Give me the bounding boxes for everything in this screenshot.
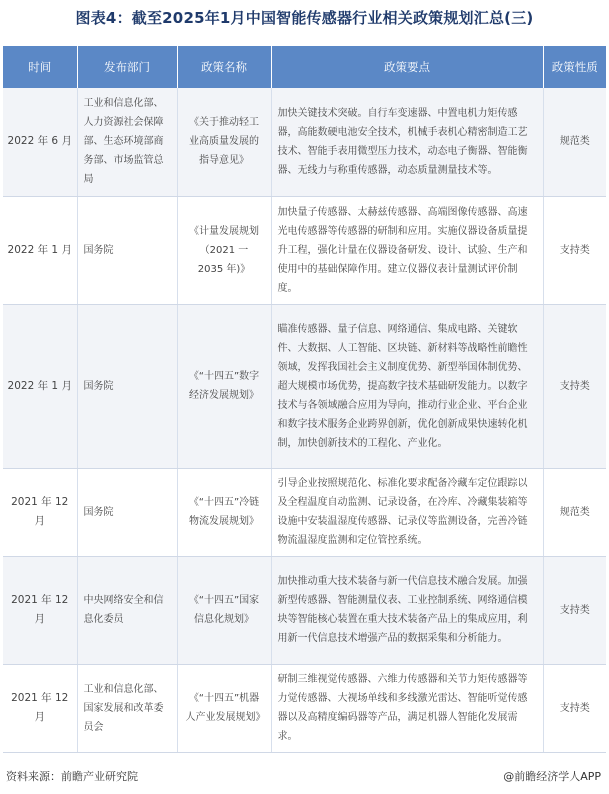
cell-dept: 国务院 [77, 468, 177, 556]
cell-policy-nature: 支持类 [543, 556, 606, 664]
table-row [3, 304, 606, 468]
cell-time: 2022 年 6 月 [3, 88, 77, 196]
cell-policy-nature: 支持类 [543, 196, 606, 304]
cell-policy-nature: 支持类 [543, 304, 606, 468]
column-header-policy-points: 政策要点 [271, 46, 543, 88]
table-row [3, 196, 606, 304]
cell-policy-points: 瞄准传感器、量子信息、网络通信、集成电路、关键软件、大数据、人工智能、区块链、新材料等战略性前瞻性领域，发挥我国社会主义制度优势、新型举国体制优势、超大规模市场优势，提高数字技术基础研发能力。以数字技术与各领域融合应用为导向，推动行业企业、平台企业和数字技术服务企业跨界创新，优化创新成果快速转化机制，加快创新技术的工程化、产业化。 [271, 304, 543, 468]
cell-dept: 中央网络安全和信息化委员 [77, 556, 177, 664]
cell-time: 2021 年 12 月 [3, 556, 77, 664]
column-header-policy-nature: 政策性质 [543, 46, 606, 88]
cell-policy-name: 《“十四五”机器人产业发展规划》 [177, 664, 271, 752]
cell-time: 2022 年 1 月 [3, 304, 77, 468]
cell-policy-nature: 规范类 [543, 468, 606, 556]
cell-dept: 国务院 [77, 196, 177, 304]
figure-title: 图表4：截至2025年1月中国智能传感器行业相关政策规划汇总(三) [75, 9, 534, 27]
cell-dept: 国务院 [77, 304, 177, 468]
policy-table [3, 46, 606, 753]
cell-policy-points: 加快量子传感器、太赫兹传感器、高端图像传感器、高速光电传感器等传感器的研制和应用。实施仪器设备质量提升工程，强化计量在仪器设备研发、设计、试验、生产和使用中的基础保障作用。建立仪器仪表计量测试评价制度。 [271, 196, 543, 304]
cell-time: 2021 年 12 月 [3, 664, 77, 752]
cell-policy-name: 《关于推动轻工业高质量发展的指导意见》 [177, 88, 271, 196]
table-row [3, 88, 606, 196]
cell-policy-points: 加快推动重大技术装备与新一代信息技术融合发展。加强新型传感器、智能测量仪表、工业控制系统、网络通信模块等智能核心装置在重大技术装备产品上的集成应用，利用新一代信息技术增强产品的数据采集和分析能力。 [271, 556, 543, 664]
cell-policy-nature: 规范类 [543, 88, 606, 196]
column-header-policy-name: 政策名称 [177, 46, 271, 88]
source-note: 资料来源：前瞻产业研究院 [6, 770, 138, 783]
cell-policy-name: 《“十四五”冷链物流发展规划》 [177, 468, 271, 556]
cell-dept: 工业和信息化部、国家发展和改革委员会 [77, 664, 177, 752]
table-row [3, 468, 606, 556]
cell-dept: 工业和信息化部、人力资源社会保障部、生态环境部商务部、市场监管总局 [77, 88, 177, 196]
cell-time: 2022 年 1 月 [3, 196, 77, 304]
table-row [3, 664, 606, 752]
cell-policy-points: 研制三维视觉传感器、六维力传感器和关节力矩传感器等力觉传感器、大视场单线和多线激光雷达、智能听觉传感器以及高精度编码器等产品，满足机器人智能化发展需求。 [271, 664, 543, 752]
column-header-dept: 发布部门 [77, 46, 177, 88]
table-header-row [3, 46, 606, 88]
column-header-time: 时间 [3, 46, 77, 88]
cell-policy-name: 《计量发展规划（2021 一 2035 年)》 [177, 196, 271, 304]
cell-policy-points: 加快关键技术突破。自行车变速器、中置电机力矩传感器，高能数硬电池安全技术，机械手表机心精密制造工艺技术、智能手表用微型压力技术，动态电子衡器、智能衡器、无线力与称重传感器，动态质量测量技术等。 [271, 88, 543, 196]
cell-time: 2021 年 12 月 [3, 468, 77, 556]
table-row [3, 556, 606, 664]
cell-policy-name: 《“十四五”数字经济发展规划》 [177, 304, 271, 468]
credit-note: @前瞻经济学人APP [503, 770, 601, 783]
cell-policy-nature: 支持类 [543, 664, 606, 752]
cell-policy-name: 《“十四五”国家信息化规划》 [177, 556, 271, 664]
cell-policy-points: 引导企业按照规范化、标准化要求配备冷藏车定位跟踪以及全程温度自动监测、记录设备，在冷库、冷藏集装箱等设施中安装温湿度传感器、记录仪等监测设备，完善冷链物流温湿度监测和定位管控系统。 [271, 468, 543, 556]
